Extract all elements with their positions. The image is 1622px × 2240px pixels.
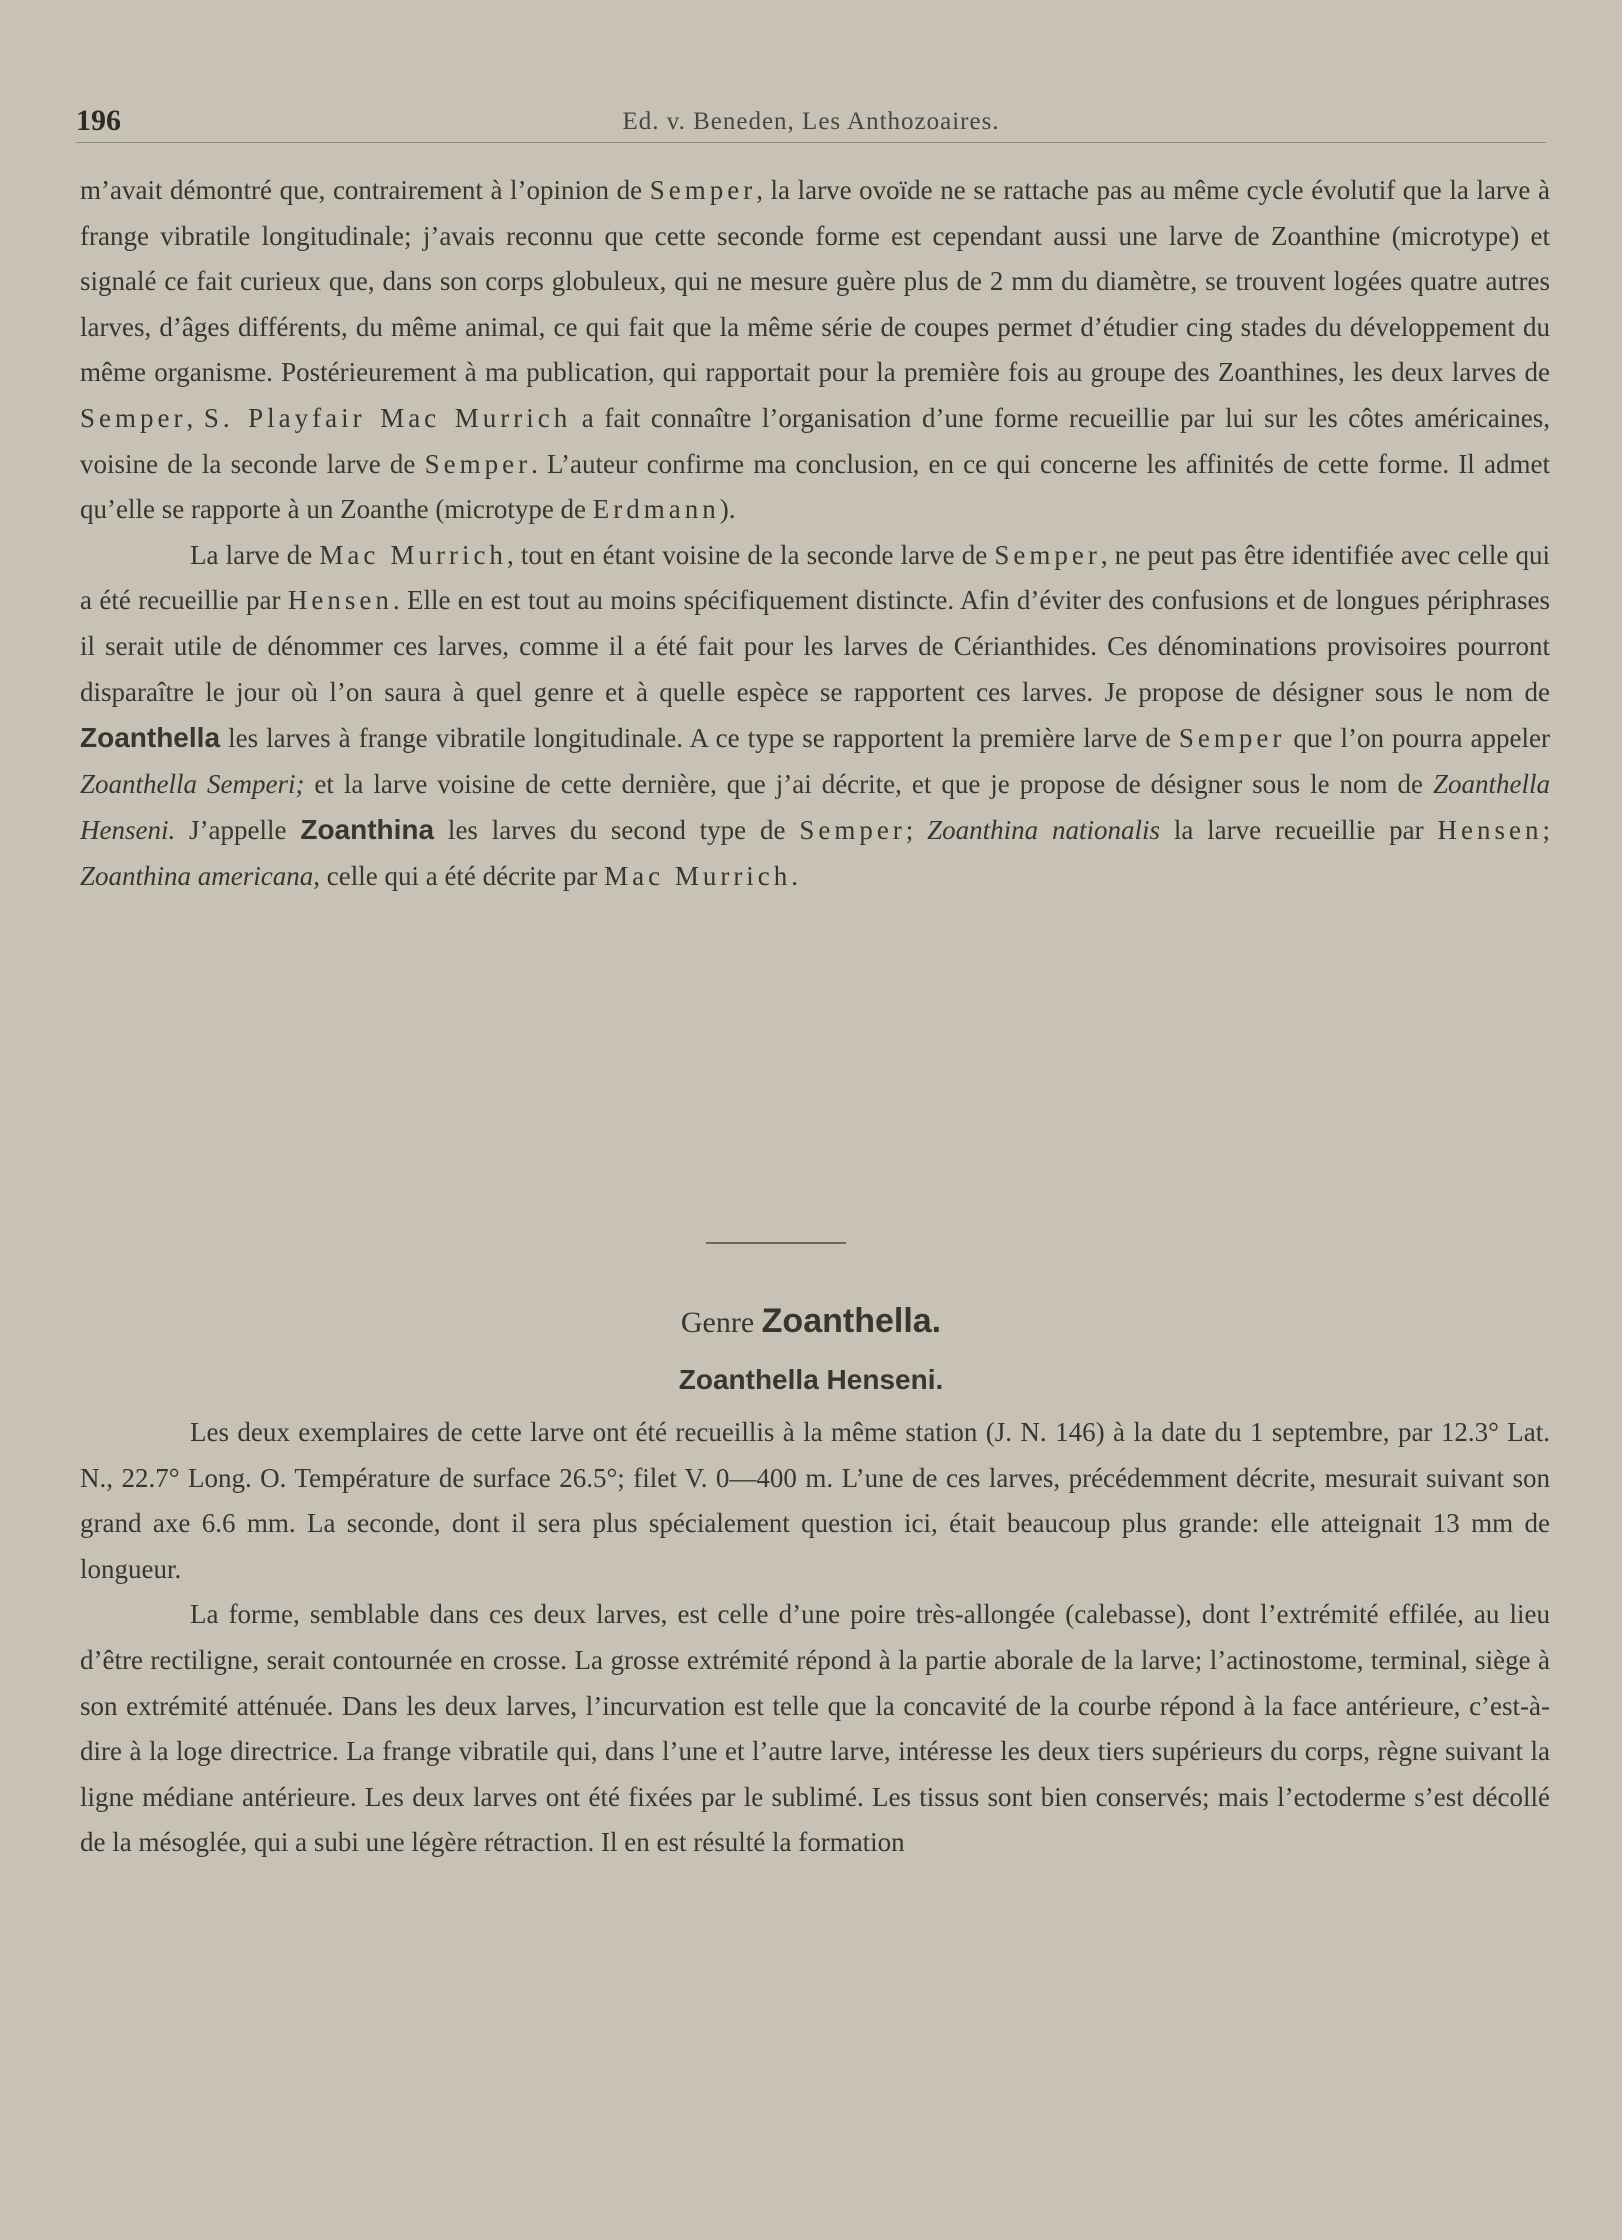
text-run: a fait connaître l’organisation d’une forme recueillie par lui sur les côtes américaines, voisine de la seconde larve de <box>80 402 1551 479</box>
genre-name: Zoanthella. <box>761 1302 942 1340</box>
body-text-lower <box>80 1410 1550 1866</box>
author-name: Mac Murrich <box>319 539 507 570</box>
body-text-upper <box>80 168 1550 900</box>
text-run: . Elle en est tout au moins spécifiquement distincte. Afin d’éviter des confusions et de longues périphrases il serait utile de dénommer ces larves, comme il a été fait pour les larves de Cérianthides. Ces dénominations provisoires pourront disparaître le jour où l’on saura à quel genre et à quelle espèce se rapportent ces larves. Je propose de désigner sous le nom de <box>80 585 1550 707</box>
author-name: Semper <box>424 448 532 479</box>
author-name: Semper <box>80 402 187 433</box>
paragraph-4: La forme, semblable dans ces deux larves, est celle d’une poire très-allongée (calebasse), dont l’extrémité effilée, au lieu d’être rectiligne, serait contournée en crosse. La grosse extrémité répond à la partie aborale de la larve; l’actinostome, terminal, siège à son extrémité atténuée. Dans les deux larves, l’incurvation est telle que la concavité de la courbe répond à la face antérieure, c’est-à-dire à la loge directrice. La frange vibratile qui, dans l’une et l’autre larve, intéresse les deux tiers supérieurs du corps, règne suivant la ligne médiane antérieure. Les deux larves ont été fixées par le sublimé. Les tissus sont bien conservés; mais l’ectoderme s’est décollé de la mésoglée, qui a subi une légère rétraction. Il en est résulté la formation <box>80 1599 1550 1858</box>
running-title: Ed. v. Beneden, Les Anthozoaires. <box>622 108 1000 135</box>
genre-prefix: Genre <box>680 1306 762 1339</box>
author-name: Semper <box>799 815 906 846</box>
genus-name: Zoanthina <box>300 814 435 846</box>
page-number: 196 <box>76 104 121 137</box>
text-run: que l’on pourra appeler <box>1285 723 1550 754</box>
paragraph-1 <box>80 168 1550 533</box>
text-run: , tout en étant voisine de la seconde larve de <box>506 539 995 570</box>
author-name: Mac Murrich <box>604 860 792 891</box>
species-name: Zoanthella Semperi; <box>80 768 305 799</box>
genre-heading <box>0 1302 1622 1341</box>
author-name: Semper <box>994 539 1101 570</box>
species-name: Zoanthella Henseni. <box>80 768 1550 846</box>
text-run: , ne peut pas être identifiée avec celle qui a été recueillie par <box>80 539 1551 616</box>
author-name: Semper <box>649 175 757 205</box>
text-run: . L’auteur confirme ma conclusion, en ce qui concerne les affinités de cette forme. Il admet qu’elle se rapporte à un Zoanthe (microtype de <box>80 448 1550 525</box>
author-name: Hensen <box>1437 815 1543 846</box>
text-run: ). <box>719 494 736 525</box>
text-run: les larves à frange vibratile longitudinale. A ce type se rapportent la première larve de <box>220 723 1179 754</box>
text-run: la larve recueillie par <box>1160 815 1438 846</box>
text-run: La larve de <box>190 539 320 570</box>
text-run: . <box>791 860 799 891</box>
author-name: Hensen <box>287 585 393 616</box>
author-name: S. Playfair Mac Murrich <box>203 402 572 433</box>
author-name: Erdmann <box>592 494 720 525</box>
text-run: ; <box>1542 815 1550 846</box>
author-name: Semper <box>1178 723 1286 754</box>
species-name: Zoanthina americana, <box>80 860 320 891</box>
paragraph-3: Les deux exemplaires de cette larve ont été recueillis à la même station (J. N. 146) à la date du 1 septembre, par 12.3° Lat. N., 22.7° Long. O. Température de surface 26.5°; filet V. 0—400 m. L’une de ces larves, précédemment décrite, mesurait suivant son grand axe 6.6 mm. La seconde, dont il sera plus spécialement question ici, était beaucoup plus grande: elle atteignait 13 mm de longueur. <box>80 1417 1550 1584</box>
text-run: les larves du second type de <box>434 815 800 846</box>
text-run: , <box>186 402 204 433</box>
text-run: , la larve ovoïde ne se rattache pas au même cycle évolutif que la larve à frange vibratile longitudinale; j’avais reconnu que cette seconde forme est cependant aussi une larve de Zoanthine (microtype) et signalé ce fait curieux que, dans son corps globuleux, qui ne mesure guère plus de 2 mm du diamètre, se trouvent logées quatre autres larves, d’âges différents, du même animal, ce qui fait que la même série de coupes permet d’étudier cing stades du développement du même organisme. Postérieurement à ma publication, qui rapportait pour la première fois au groupe des Zoanthines, les deux larves de <box>80 175 1550 388</box>
section-divider <box>706 1242 846 1244</box>
text-run: et la larve voisine de cette dernière, que j’ai décrite, et que je propose de désigner sous le nom de <box>304 768 1433 799</box>
species-heading: Zoanthella Henseni. <box>678 1364 944 1395</box>
page-header <box>76 100 1546 143</box>
species-name: Zoanthina nationalis <box>927 815 1160 846</box>
text-run: celle qui a été décrite par <box>320 860 605 891</box>
paragraph-2 <box>80 533 1550 900</box>
text-run: m’avait démontré que, contrairement à l’opinion de <box>80 175 650 205</box>
text-run: ; <box>905 815 928 846</box>
text-run: J’appelle <box>175 815 301 846</box>
genus-name: Zoanthella <box>80 722 221 754</box>
